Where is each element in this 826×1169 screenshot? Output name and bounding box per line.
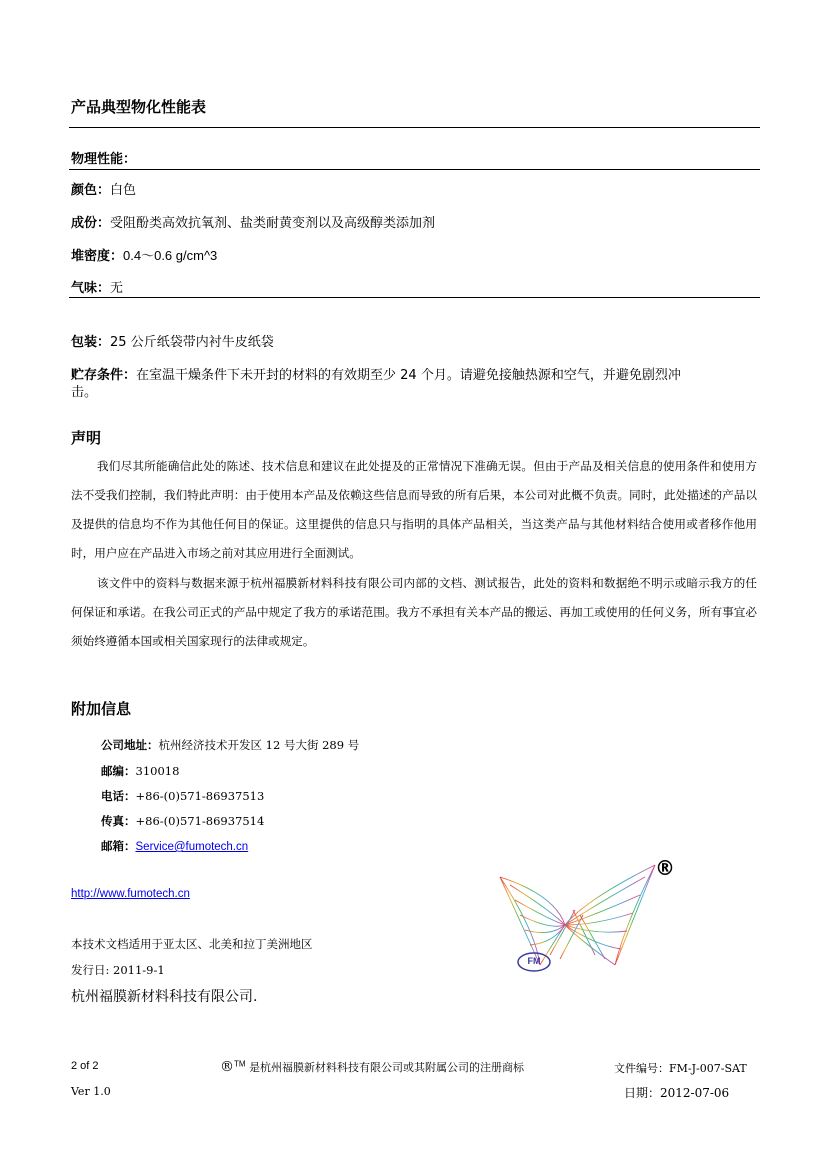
composition-row: 成份：受阻酚类高效抗氧剂、盐类耐黄变剂以及高级醇类添加剂 — [71, 216, 436, 231]
applicability-note: 本技术文档适用于亚太区、北美和拉丁美洲地区 — [71, 937, 313, 951]
email-row: 邮箱：Service@fumotech.cn — [101, 839, 249, 853]
address-row: 公司地址：杭州经济技术开发区 12 号大街 289 号 — [101, 738, 360, 752]
storage-row: 贮存条件：在室温干燥条件下未开封的材料的有效期至少 24 个月。请避免接触热源和空气，并避免剧烈冲 击。 — [71, 368, 681, 400]
title-divider — [69, 127, 760, 128]
company-logo — [455, 855, 685, 980]
email-link[interactable]: Service@fumotech.cn — [135, 841, 249, 853]
logo-lettering: FM — [527, 956, 541, 966]
odor-row: 气味：无 — [71, 281, 124, 296]
color-row: 颜色：白色 — [71, 183, 137, 198]
postcode-row: 邮编：310018 — [101, 764, 180, 778]
page-title: 产品典型物化性能表 — [71, 98, 207, 116]
version: Ver 1.0 — [71, 1085, 111, 1098]
physical-divider — [69, 169, 760, 170]
statement-paragraph-2: 该文件中的资料与数据来源于杭州福膜新材料科技有限公司内部的文档、测试报告，此处的资料和数据绝不明示或暗示我方的任何保证和承诺。在我公司正式的产品中规定了我方的承诺范围。我方不承担有关本产品的搬运、再加工或使用的任何义务，所有事宜必须始终遵循本国或相关国家现行的法律或规定。 — [71, 576, 757, 648]
additional-heading: 附加信息 — [71, 700, 132, 718]
trademark-symbol: ® — [220, 1059, 234, 1075]
footer-date: 日期：2012-07-06 — [624, 1086, 730, 1100]
page-number: 2 of 2 — [71, 1060, 99, 1072]
statement-paragraph-1: 我们尽其所能确信此处的陈述、技术信息和建议在此处提及的正常情况下准确无误。但由于产品及相关信息的使用条件和使用方法不受我们控制，我们特此声明：由于使用本产品及依赖这些信息而导致的所有后果，本公司对此概不负责。同时，此处描述的产品以及提供的信息均不作为其他任何目的保证。这里提供的信息只与指明的具体产品相关，当这类产品与其他材料结合使用或者移作他用时，用户应在产品进入市场之前对其应用进行全面测试。 — [71, 459, 757, 560]
trademark-note — [220, 1059, 524, 1075]
fax-row: 传真：+86-(0)571-86937514 — [101, 814, 265, 828]
company-name: 杭州福膜新材料科技有限公司. — [71, 989, 258, 1005]
phone-row: 电话：+86-(0)571-86937513 — [101, 789, 265, 803]
issue-date: 发行日: 2011-9-1 — [71, 963, 165, 977]
registered-mark: ® — [655, 856, 675, 880]
trademark-text: 是杭州福膜新材料科技有限公司或其附属公司的注册商标 — [249, 1061, 525, 1074]
logo-graphic — [455, 855, 685, 980]
statement-heading: 声明 — [71, 429, 102, 447]
physical-bottom-divider — [69, 297, 760, 298]
trademark-tm: TM — [234, 1059, 246, 1069]
density-row: 堆密度：0.4～0.6 g/cm^3 — [71, 248, 218, 264]
packaging-row: 包装：25 公斤纸袋带内衬牛皮纸袋 — [71, 335, 274, 350]
document-number: 文件编号：FM-J-007-SAT — [614, 1062, 747, 1075]
website-link[interactable]: http://www.fumotech.cn — [71, 888, 190, 900]
physical-heading: 物理性能： — [71, 152, 137, 167]
